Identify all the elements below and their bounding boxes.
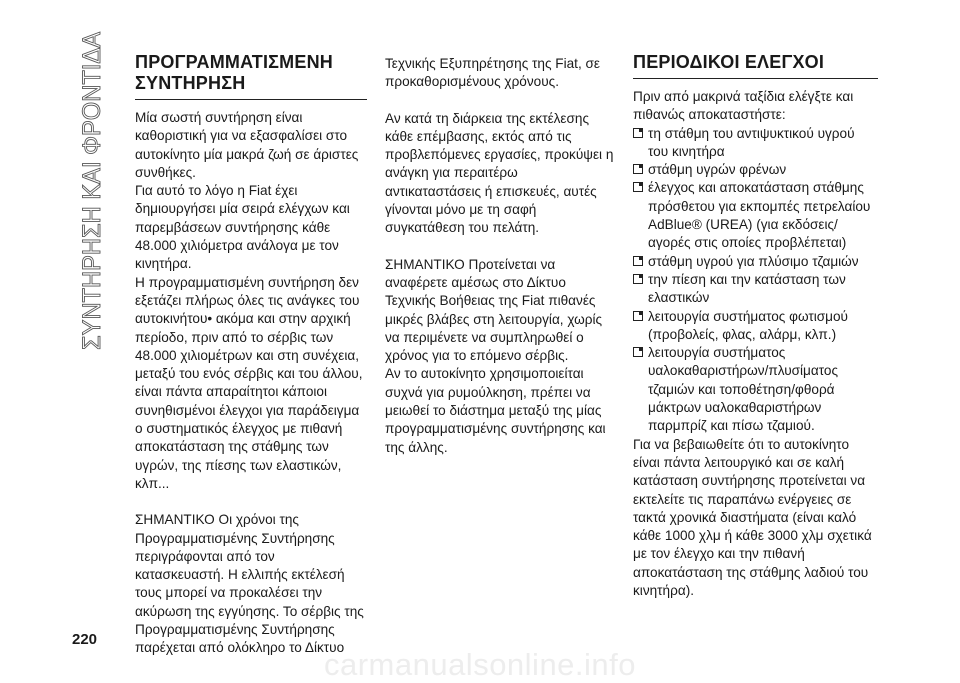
paragraph: Τεχνικής Εξυπηρέτησης της Fiat, σε προκαθορισμένους χρόνους. <box>385 56 600 90</box>
check-list-item: λειτουργία συστήματος υαλοκαθαριστήρων/πλυσίματος τζαμιών και τοποθέτηση/φθορά μάκτρων υαλοκαθαριστήρων παρμπρίζ και πίσω τζαμιού. <box>633 344 878 435</box>
important-note: ΣΗΜΑΝΤΙΚΟ Οι χρόνοι της Προγραμματισμένης Συντήρησης περιγράφονται από τον κατασκευαστή. Η ελλιπής εκτέλεσή τους μπορεί να προκαλέσει την ακύρωση της εγγύησης. Το σέρβις της Προγραμματισμένης Συντήρησης παρέχεται από ολόκληρο το Δίκτυο <box>135 512 364 656</box>
checkbox-bullet-icon <box>633 164 643 174</box>
checkbox-bullet-icon <box>633 128 643 138</box>
checkbox-bullet-icon <box>633 347 643 357</box>
heading-periodic-checks: ΠΕΡΙΟΔΙΚΟΙ ΕΛΕΓΧΟΙ <box>633 52 878 79</box>
checkbox-bullet-icon <box>633 182 643 192</box>
check-list-item: λειτουργία συστήματος φωτισμού (προβολείς, φλας, αλάρμ, κλπ.) <box>633 308 878 345</box>
section-side-title <box>70 30 110 350</box>
important-note: ΣΗΜΑΝΤΙΚΟ Προτείνεται να αναφέρετε αμέσως στο Δίκτυο Τεχνικής Βοήθειας της Fiat πιθανές μικρές βλάβες στη λειτουργία, χωρίς να περιμένετε να συμπληρωθεί ο χρόνος για το επόμενο σέρβις. <box>385 256 603 364</box>
watermark: carmanualsonline.info <box>323 647 637 682</box>
check-list-item: έλεγχος και αποκατάσταση στάθμης πρόσθετου για εκπομπές πετρελαίου AdBlue® (UREA) (για εκδόσεις/αγορές στις οποίες προβλέπεται) <box>633 179 878 252</box>
check-list-item: την πίεση και την κατάσταση των ελαστικών <box>633 271 878 308</box>
paragraph: Η προγραμματισμένη συντήρηση δεν εξετάζει πλήρως όλες τις ανάγκες του αυτοκινήτου• ακόμα και στην αρχική περίοδο, πριν από το σέρβις των 48.000 χιλιομέτρων και στη συνέχεια, μεταξύ του ενός σέρβις και του άλλου, είναι πάντα απαραίτητοι κάποιοι συνηθισμένοι έλεγχοι για παράδειγμα ο συστηματικός έλεγχος με πιθανή αποκατάσταση της στάθμης των υγρών, της πίεσης των ελαστικών, κλπ... <box>135 274 363 491</box>
heading-scheduled-maintenance: ΠΡΟΓΡΑΜΜΑΤΙΣΜΕΝΗ ΣΥΝΤΗΡΗΣΗ <box>135 52 367 100</box>
checkbox-bullet-icon <box>633 274 643 284</box>
paragraph: Αν το αυτοκίνητο χρησιμοποιείται συχνά για ρυμούλκηση, πρέπει να μειωθεί το διάστημα μεταξύ της μίας προγραμματισμένης συντήρησης και της άλλης. <box>385 366 606 455</box>
side-title-svg <box>70 30 110 350</box>
intro-paragraph: Πριν από μακρινά ταξίδια ελέγξτε και πιθανώς αποκαταστήστε: <box>633 89 854 123</box>
checkbox-bullet-icon <box>633 256 643 266</box>
checkbox-bullet-icon <box>633 311 643 321</box>
paragraph: Αν κατά τη διάρκεια της εκτέλεσης κάθε επέμβασης, εκτός από τις προβλεπόμενες εργασίες, προκύψει η ανάγκη για περαιτέρω αντικαταστάσεις ή επισκευές, αυτές γίνονται μόνο με τη σαφή συγκατάθεση του πελάτη. <box>385 110 614 236</box>
side-title-text: ΣΥΝΤΗΡΗΣΗ ΚΑΙ ΦΡΟΝΤΙΔΑ <box>78 30 106 350</box>
paragraph: Μία σωστή συντήρηση είναι καθοριστική για να εξασφαλίσει στο αυτοκίνητο μία μακρά ζωή σε άριστες συνθήκες. <box>135 110 359 180</box>
closing-paragraph: Για να βεβαιωθείτε ότι το αυτοκίνητο είναι πάντα λειτουργικό και σε καλή κατάσταση συντήρησης προτείνεται να εκτελείτε τις παραπάνω ενέργειες σε τακτά χρονικά διαστήματα (είναι καλό κάθε 1000 χλμ ή κάθε 3000 χλμ σχετικά με τον έλεγχο και την πιθανή αποκατάσταση της στάθμης λαδιού του κινητήρα). <box>633 436 872 599</box>
column-periodic-checks <box>633 52 878 600</box>
check-list-item: τη στάθμη του αντιψυκτικού υγρού του κινητήρα <box>633 125 878 162</box>
paragraph: Για αυτό το λόγο η Fiat έχει δημιουργήσει μία σειρά ελέγχων και παρεμβάσεων συντήρησης κάθε 48.000 χιλιόμετρα ανάλογα με τον κινητήρα. <box>135 183 350 272</box>
check-list-item: στάθμη υγρού για πλύσιμο τζαμιών <box>633 253 878 271</box>
column-scheduled-maintenance <box>135 52 367 658</box>
column-continuation <box>385 55 617 457</box>
check-list-item: στάθμη υγρών φρένων <box>633 161 878 179</box>
page-number: 220 <box>72 631 98 648</box>
